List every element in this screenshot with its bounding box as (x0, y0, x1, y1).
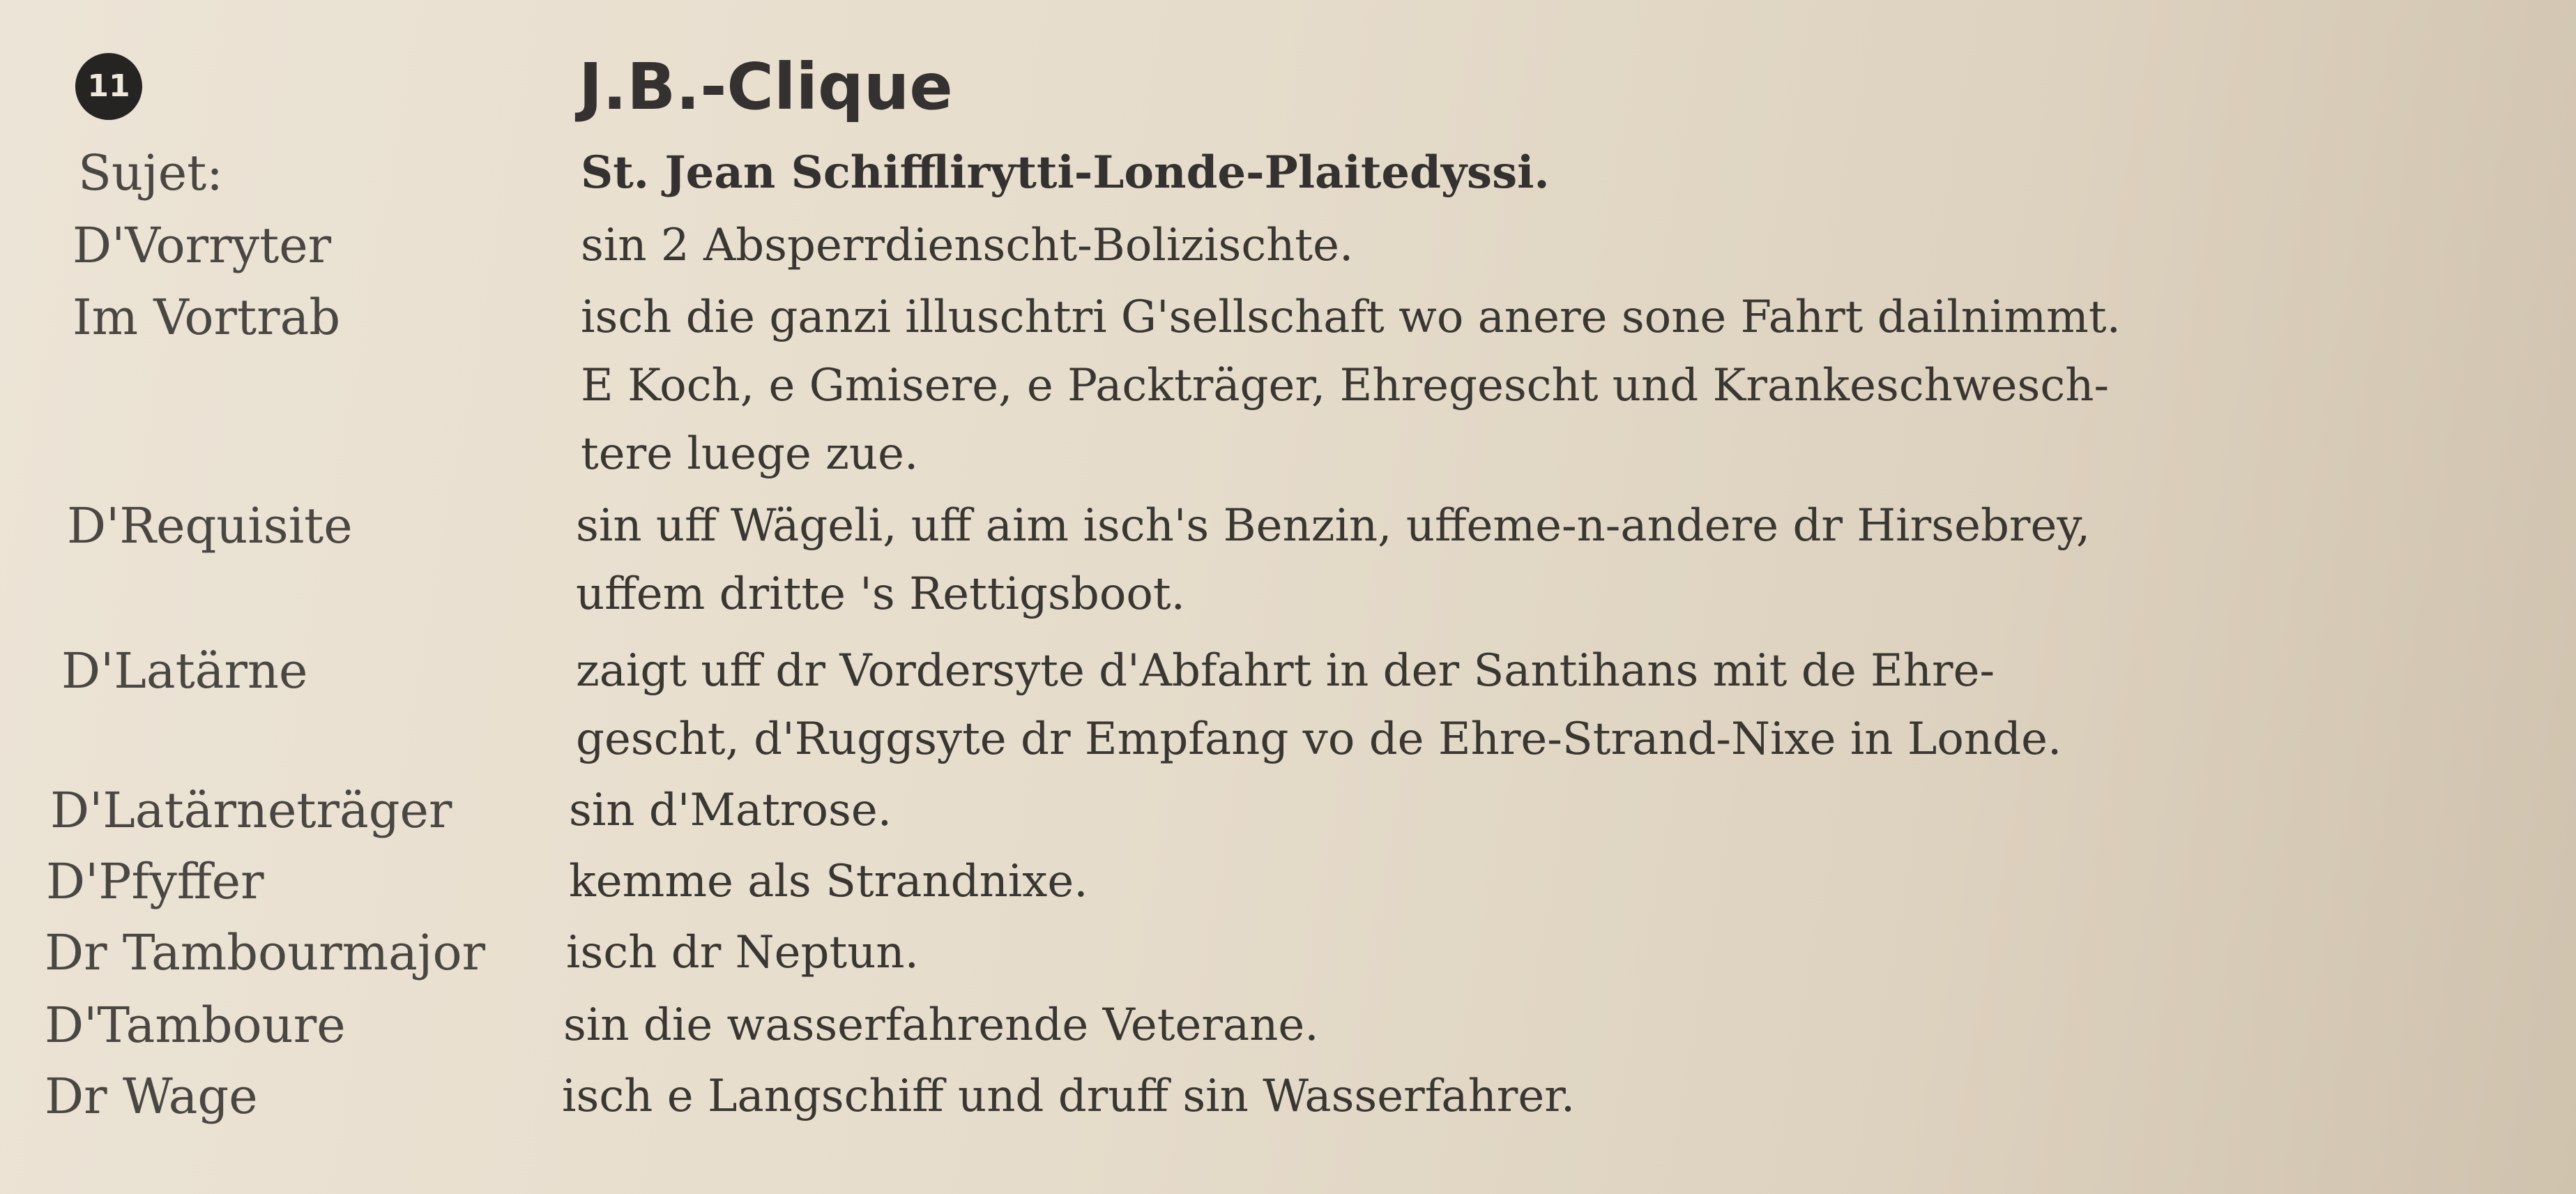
number-badge: 11 (75, 53, 142, 120)
entry-tambourmajor (0, 918, 2576, 988)
entry-tamboure (0, 990, 2576, 1060)
entry-line: isch dr Neptun. (566, 927, 919, 978)
entry-label: D'Latärne (61, 642, 308, 700)
entry-laterne (0, 636, 2576, 776)
entry-line: E Koch, e Gmisere, e Packträger, Ehregescht und Krankeschwesch- (581, 360, 2110, 411)
clique-title: J.B.-Clique (579, 50, 953, 124)
entry-wage (0, 1061, 2576, 1131)
entry-label: D'Tamboure (45, 997, 346, 1054)
entry-line: isch e Langschiff und druff sin Wasserfahrer. (562, 1071, 1576, 1122)
entry-line: gescht, d'Ruggsyte dr Empfang vo de Ehre-Strand-Nixe in Londe. (576, 713, 2062, 765)
entry-label: D'Vorryter (73, 217, 332, 274)
entry-line: tere luege zue. (581, 428, 919, 480)
entry-line: kemme als Strandnixe. (569, 856, 1088, 907)
entry-line: sin die wasserfahrende Veterane. (563, 999, 1319, 1051)
entry-line: uffem dritte 's Rettigsboot. (576, 568, 1185, 620)
entry-laterne-traeger (0, 776, 2576, 845)
header (0, 42, 2576, 133)
entry-label: D'Requisite (67, 497, 353, 554)
entry-vortrab (0, 282, 2576, 492)
entry-sujet (0, 138, 2576, 208)
entry-line: zaigt uff dr Vordersyte d'Abfahrt in der Santihans mit de Ehre- (576, 645, 1995, 697)
entry-requisite (0, 491, 2576, 630)
entry-label: Im Vortrab (73, 289, 341, 346)
entry-line: sin 2 Absperrdienscht-Bolizischte. (581, 220, 1354, 271)
entry-line: sin uff Wägeli, uff aim isch's Benzin, uffeme-n-andere dr Hirsebrey, (576, 500, 2091, 552)
entry-line: isch die ganzi illuschtri G'sellschaft wo anere sone Fahrt dailnimmt. (581, 292, 2121, 343)
entry-line: St. Jean Schifflirytti-Londe-Plaitedyssi. (581, 146, 1550, 199)
entry-line: sin d'Matrose. (569, 785, 892, 836)
entry-pfyffer (0, 847, 2576, 916)
entry-label: D'Pfyffer (46, 853, 264, 910)
entry-label: D'Latärneträger (50, 782, 452, 839)
entry-vorryter (0, 211, 2576, 280)
entry-label: Sujet: (78, 144, 223, 202)
entry-label: Dr Wage (45, 1068, 258, 1125)
entry-label: Dr Tambourmajor (45, 924, 486, 981)
